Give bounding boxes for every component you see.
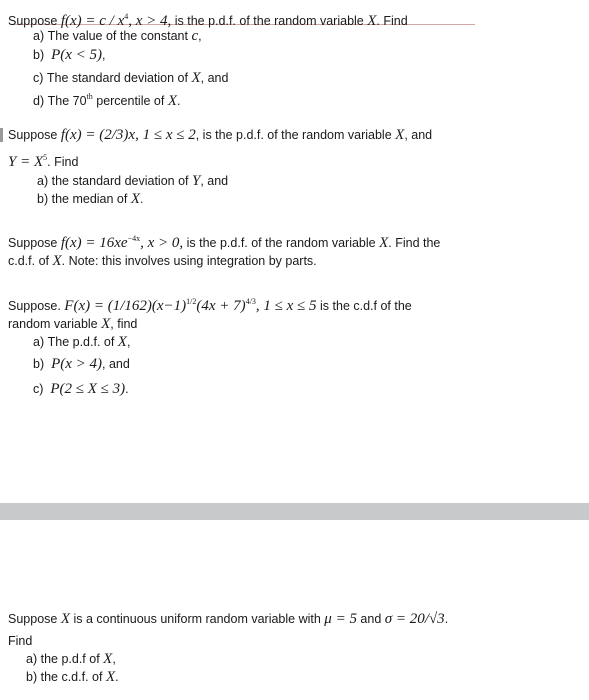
- problem-3-intro: [8, 230, 440, 252]
- problem-4-intro: [8, 293, 412, 315]
- item-tail: ,: [102, 48, 106, 62]
- item-text: The value of the constant: [47, 29, 192, 43]
- item-sup: th: [86, 92, 93, 101]
- p3-cond: , x > 0,: [140, 235, 184, 251]
- item-math: X: [103, 651, 113, 667]
- p4-exp1: 1/2: [186, 297, 197, 306]
- item-tail: .: [176, 94, 181, 108]
- p3-intro-c: . Find the: [388, 236, 441, 250]
- problem-4-line2: [8, 315, 137, 333]
- item-text: the c.d.f. of: [40, 670, 106, 684]
- item-text2: percentile of: [92, 94, 168, 108]
- item-math: X: [117, 334, 127, 350]
- p4-func-a: F(x) = (1/162)(x−1): [64, 298, 187, 314]
- item-label: b): [33, 48, 45, 62]
- p4-item-a: [33, 333, 130, 351]
- item-tail: , and: [200, 71, 229, 85]
- item-math: P(x > 4): [51, 356, 103, 372]
- item-math: P(2 ≤ X ≤ 3): [50, 381, 126, 397]
- p4-line2-a: random variable: [8, 317, 102, 331]
- p3-line2-a: c.d.f. of: [8, 254, 53, 268]
- item-label: a): [26, 652, 38, 666]
- p4-exp2: 4/3: [245, 297, 256, 306]
- p1-intro-b: is the p.d.f. of the random variable: [171, 14, 368, 28]
- item-text: the median of: [51, 192, 131, 206]
- page-divider: [0, 503, 589, 520]
- item-label: a): [37, 174, 49, 188]
- p4-item-b: [33, 355, 130, 373]
- item-label: b): [26, 670, 38, 684]
- p1-item-c: [33, 69, 228, 87]
- p2-line2-b: . Find: [47, 155, 79, 169]
- p1-item-a: [33, 27, 202, 45]
- p5-sigma: σ = 20/√3: [384, 611, 445, 627]
- item-tail: .: [140, 192, 144, 206]
- p3-var: X: [379, 235, 389, 251]
- problem-3-line2: [8, 252, 317, 270]
- p3-intro-a: Suppose: [8, 236, 61, 250]
- item-text: the p.d.f of: [40, 652, 104, 666]
- p1-item-d: [33, 88, 180, 110]
- p4-intro-b: is the c.d.f of the: [316, 299, 412, 313]
- p2-intro-a: Suppose: [8, 128, 61, 142]
- item-label: a): [33, 335, 45, 349]
- item-tail: ,: [126, 335, 131, 349]
- p5-var: X: [60, 611, 70, 627]
- p4-line2-var: X: [101, 316, 111, 332]
- p2-item-a: [37, 172, 228, 190]
- p2-line2-exp: 5: [43, 153, 48, 162]
- p5-and: and: [356, 612, 385, 626]
- p3-intro-b: is the p.d.f. of the random variable: [183, 236, 380, 250]
- p3-line2-b: . Note: this involves using integration by parts.: [61, 254, 317, 268]
- p2-item-b: [37, 190, 143, 208]
- p1-var: X: [367, 13, 377, 29]
- item-text: The standard deviation of: [46, 71, 192, 85]
- p1-intro-a: Suppose: [8, 14, 61, 28]
- problem-2-line2: [8, 149, 78, 171]
- item-tail: .: [115, 670, 119, 684]
- item-math: P(x < 5): [51, 47, 103, 63]
- p5-item-b: [26, 668, 119, 686]
- p3-func: f(x) = 16xe: [60, 235, 128, 251]
- problem-2-intro: [8, 126, 432, 144]
- p2-intro-b: , is the p.d.f. of the random variable: [195, 128, 396, 142]
- p4-cond: , 1 ≤ x ≤ 5: [255, 298, 317, 314]
- p1-item-b: [33, 46, 106, 64]
- p5-mu: μ = 5: [324, 611, 357, 627]
- p4-func-b: (4x + 7): [196, 298, 246, 314]
- p5-tail: .: [444, 612, 449, 626]
- item-math: X: [130, 191, 140, 207]
- p5-intro-b: is a continuous uniform random variable with: [70, 612, 325, 626]
- p2-intro-c: , and: [404, 128, 433, 142]
- p5-item-a: [26, 650, 116, 668]
- p3-line2-var: X: [52, 253, 62, 269]
- item-label: c): [33, 382, 44, 396]
- p1-cond: , x > 4,: [128, 13, 172, 29]
- item-label: c): [33, 71, 44, 85]
- item-math: X: [191, 70, 201, 86]
- p4-line2-b: , find: [110, 317, 138, 331]
- item-text: The 70: [47, 94, 87, 108]
- item-text: The p.d.f. of: [47, 335, 118, 349]
- p3-exp: −4x: [127, 234, 141, 243]
- item-label: b): [37, 192, 49, 206]
- p1-exp: 4: [124, 12, 129, 21]
- item-label: d): [33, 94, 45, 108]
- p1-intro-c: . Find: [376, 14, 408, 28]
- item-text: the standard deviation of: [51, 174, 192, 188]
- item-math: X: [105, 669, 116, 685]
- item-label: b): [33, 357, 45, 371]
- p2-var: X: [395, 127, 405, 143]
- p2-line2-a: Y = X: [8, 154, 44, 170]
- item-tail: ,: [198, 29, 202, 43]
- item-label: a): [33, 29, 45, 43]
- p4-item-c: [33, 380, 129, 398]
- item-math: X: [167, 93, 177, 109]
- p4-intro-a: Suppose.: [8, 299, 65, 313]
- item-tail: ,: [112, 652, 116, 666]
- p2-cond: , 1 ≤ x ≤ 2: [135, 127, 196, 143]
- item-tail: , and: [200, 174, 229, 188]
- p5-intro-a: Suppose: [8, 612, 61, 626]
- item-math: c: [191, 28, 199, 44]
- problem-5-intro: [8, 610, 448, 628]
- item-tail: .: [125, 382, 129, 396]
- item-tail: , and: [102, 357, 130, 371]
- item-math: Y: [191, 173, 201, 189]
- p2-func: f(x) = (2/3)x: [60, 127, 136, 143]
- margin-bar: [0, 128, 3, 142]
- problem-5-line2: Find: [8, 634, 33, 648]
- p1-func: f(x) = c / x: [60, 13, 125, 29]
